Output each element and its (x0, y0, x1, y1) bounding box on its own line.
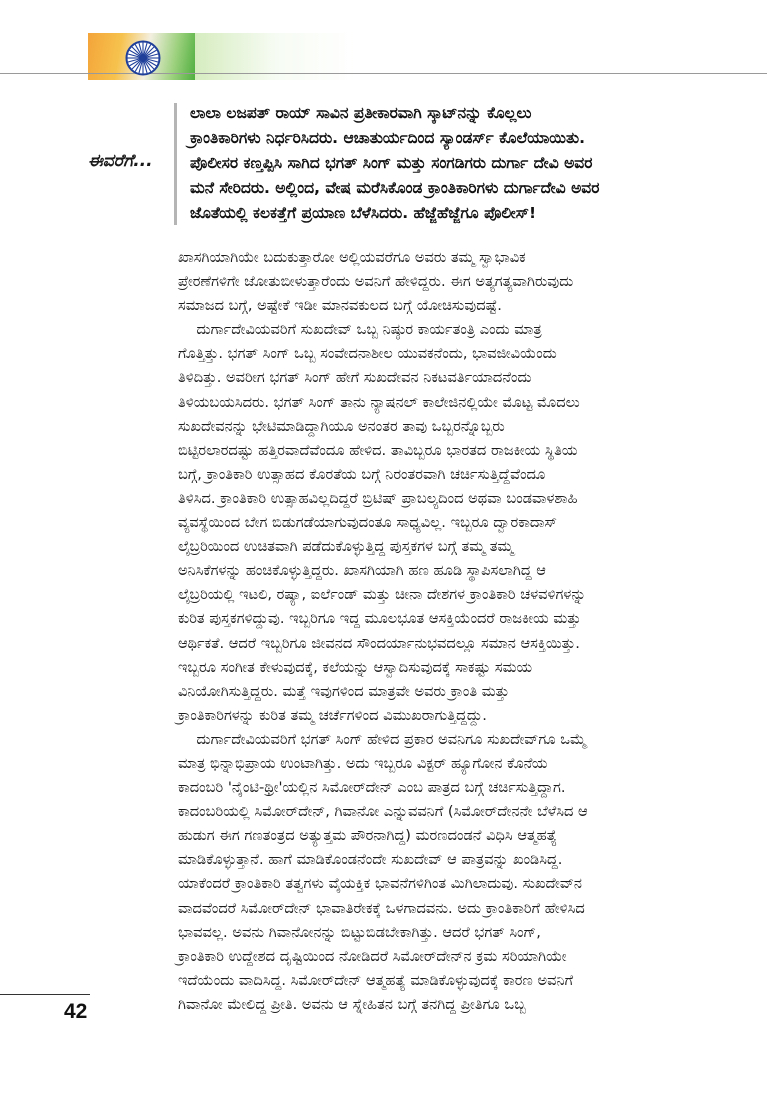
body-line: ಇಬ್ಬರೂ ಸಂಗೀತ ಕೇಳುವುದಕ್ಕೆ, ಕಲೆಯನ್ನು ಆಸ್ವಾದಿಸುವುದಕ್ಕೆ ಸಾಕಷ್ಟು ಸಮಯ (178, 658, 533, 676)
recap-line: ಪೊಲೀಸರ ಕಣ್ತಪ್ಪಿಸಿ ಸಾಗಿದ ಭಗತ್ ಸಿಂಗ್ ಮತ್ತು ಸಂಗಡಿಗರು ದುರ್ಗಾ ದೇವಿ ಅವರ (190, 154, 593, 172)
body-line: ಮಾಡಿಕೊಳ್ಳುತ್ತಾನೆ. ಹಾಗೆ ಮಾಡಿಕೊಂಡನೆಂದೇ ಸುಖದೇವ್ ಆ ಪಾತ್ರವನ್ನು ಖಂಡಿಸಿದ್ದ. (178, 851, 563, 869)
recap-line: ಕ್ರಾಂತಿಕಾರಿಗಳು ನಿರ್ಧರಿಸಿದರು. ಆಚಾತುರ್ಯದಿಂದ ಸ್ಯಾಂಡರ್ಸ್ ಕೊಲೆಯಾಯಿತು. (190, 129, 585, 147)
recap-line: ಲಾಲಾ ಲಜಪತ್ ರಾಯ್ ಸಾವಿನ ಪ್ರತೀಕಾರವಾಗಿ ಸ್ಕಾಟ್‌ನನ್ನು ಕೊಲ್ಲಲು (190, 104, 532, 122)
body-line: ಕ್ರಾಂತಿಕಾರಿಗಳನ್ನು ಕುರಿತ ತಮ್ಮ ಚರ್ಚೆಗಳಿಂದ ವಿಮುಖರಾಗುತ್ತಿದ್ದದ್ದು. (178, 706, 487, 724)
body-line: ಕುರಿತ ಪುಸ್ತಕಗಳಿದ್ದುವು. ಇಬ್ಬರಿಗೂ ಇದ್ದ ಮೂಲಭೂತ ಆಸಕ್ತಿಯೆಂದರೆ ರಾಜಕೀಯ ಮತ್ತು (178, 610, 581, 628)
body-line: ವಾದವೆಂದರೆ ಸಿಮೋರ್‌ದೇನ್ ಭಾವಾತಿರೇಕಕ್ಕೆ ಒಳಗಾದವನು. ಅದು ಕ್ರಾಂತಿಕಾರಿಗೆ ಹೇಳಿಸಿದ (178, 899, 585, 917)
body-line: ಹುಡುಗ ಈಗ ಗಣತಂತ್ರದ ಅತ್ಯುತ್ತಮ ಪೌರನಾಗಿದ್ದ) ಮರಣದಂಡನೆ ವಿಧಿಸಿ ಆತ್ಮಹತ್ಯೆ (178, 827, 558, 845)
body-line: ಕ್ರಾಂತಿಕಾರಿ ಉದ್ದೇಶದ ದೃಷ್ಟಿಯಿಂದ ನೋಡಿದರೆ ಸಿಮೋರ್‌ದೇನ್‌ನ ಕ್ರಮ ಸರಿಯಾಗಿಯೇ (178, 947, 567, 965)
body-line: ಸುಖದೇವನನ್ನು ಭೇಟಿಮಾಡಿದ್ದಾಗಿಯೂ ಅನಂತರ ತಾವು ಒಬ್ಬರನ್ನೊಬ್ಬರು (178, 417, 505, 435)
body-line: ದುರ್ಗಾದೇವಿಯವರಿಗೆ ಭಗತ್ ಸಿಂಗ್ ಹೇಳಿದ ಪ್ರಕಾರ ಅವನಿಗೂ ಸುಖದೇವ್‌ಗೂ ಒಮ್ಮೆ (178, 730, 587, 748)
body-line: ತಿಳಿಸಿದ. ಕ್ರಾಂತಿಕಾರಿ ಉತ್ಸಾಹವಿಲ್ಲದಿದ್ದರೆ ಬ್ರಿಟಿಷ್ ಪ್ರಾಬಲ್ಯದಿಂದ ಅಥವಾ ಬಂಡವಾಳಶಾಹಿ (178, 489, 578, 507)
body-line: ಆರ್ಥಿಕತೆ. ಆದರೆ ಇಬ್ಬರಿಗೂ ಜೀವನದ ಸೌಂದರ್ಯಾನುಭವದಲ್ಲೂ ಸಮಾನ ಆಸಕ್ತಿಯಿತ್ತು. (178, 634, 580, 652)
recap-divider (174, 103, 177, 225)
body-line: ವಿನಿಯೋಗಿಸುತ್ತಿದ್ದರು. ಮತ್ತೆ ಇವುಗಳಿಂದ ಮಾತ್ರವೇ ಅವರು ಕ್ರಾಂತಿ ಮತ್ತು (178, 682, 510, 700)
body-line: ದುರ್ಗಾದೇವಿಯವರಿಗೆ ಸುಖದೇವ್ ಒಬ್ಬ ನಿಷ್ಠುರ ಕಾರ್ಯತಂತ್ರಿ ಎಂದು ಮಾತ್ರ (178, 321, 542, 339)
body-line: ಭಾವವಲ್ಲ. ಅವನು ಗಿವಾನೋನನ್ನು ಬಿಟ್ಟುಬಿಡಬೇಕಾಗಿತ್ತು. ಆದರೆ ಭಗತ್ ಸಿಂಗ್, (178, 923, 541, 941)
body-line: ವ್ಯವಸ್ಥೆಯಿಂದ ಬೇಗ ಬಿಡುಗಡೆಯಾಗುವುದಂತೂ ಸಾಧ್ಯವಿಲ್ಲ. ಇಬ್ಬರೂ ದ್ವಾರಕಾದಾಸ್ (178, 514, 557, 532)
recap-line: ಜೊತೆಯಲ್ಲಿ ಕಲಕತ್ತೆಗೆ ಪ್ರಯಾಣ ಬೆಳೆಸಿದರು. ಹೆಜ್ಜೆಹೆಜ್ಜೆಗೂ ಪೊಲೀಸ್! (190, 204, 537, 222)
body-line: ಗೊತ್ತಿತ್ತು. ಭಗತ್ ಸಿಂಗ್ ಒಬ್ಬ ಸಂವೇದನಾಶೀಲ ಯುವಕನೆಂದು, ಭಾವಜೀವಿಯೆಂದು (178, 345, 557, 363)
body-line: ಕಾದಂಬರಿ 'ನೈಂಟಿ-ಥ್ರೀ'ಯಲ್ಲಿನ ಸಿಮೋರ್‌ದೇನ್ ಎಂಬ ಪಾತ್ರದ ಬಗ್ಗೆ ಚರ್ಚಿಸುತ್ತಿದ್ದಾಗ. (178, 779, 566, 797)
body-line: ತಿಳಿಯಬಯಸಿದರು. ಭಗತ್ ಸಿಂಗ್ ತಾನು ನ್ಯಾಷನಲ್ ಕಾಲೇಜಿನಲ್ಲಿಯೇ ಮೊಟ್ಟ ಮೊದಲು (178, 393, 580, 411)
recap-label: ಈವರೆಗೆ... (88, 151, 153, 171)
body-line: ಸಮಾಜದ ಬಗ್ಗೆ, ಅಷ್ಟೇಕೆ ಇಡೀ ಮಾನವಕುಲದ ಬಗ್ಗೆ ಯೋಚಿಸುವುದಷ್ಟೆ. (178, 297, 502, 315)
body-line: ಗಿವಾನೋ ಮೇಲಿದ್ದ ಪ್ರೀತಿ. ಅವನು ಆ ಸ್ನೇಹಿತನ ಬಗ್ಗೆ ತನಗಿದ್ದ ಪ್ರೀತಿಗೂ ಒಬ್ಬ (178, 995, 526, 1013)
body-line: ಕಾದಂಬರಿಯಲ್ಲಿ ಸಿಮೋರ್‌ದೇನ್, ಗಿವಾನೋ ಎನ್ನುವವನಿಗೆ (ಸಿಮೋರ್‌ದೇನನೇ ಬೆಳೆಸಿದ ಆ (178, 803, 588, 821)
page-number: 42 (64, 1000, 88, 1023)
body-line: ಬಿಟ್ಟಿರಲಾರದಷ್ಟು ಹತ್ತಿರವಾದೆವೆಂದೂ ಹೇಳಿದ. ತಾವಿಬ್ಬರೂ ಭಾರತದ ರಾಜಕೀಯ ಸ್ಥಿತಿಯ (178, 441, 578, 459)
body-line: ಮಾತ್ರ ಭಿನ್ನಾಭಿಪ್ರಾಯ ಉಂಟಾಗಿತ್ತು. ಅದು ಇಬ್ಬರೂ ವಿಕ್ಟರ್ ಹ್ಯೂಗೋನ ಕೊನೆಯ (178, 754, 548, 772)
footer-rule (0, 994, 90, 995)
body-line: ಲೈಬ್ರರಿಯಿಂದ ಉಚಿತವಾಗಿ ಪಡೆದುಕೊಳ್ಳುತ್ತಿದ್ದ ಪುಸ್ತಕಗಳ ಬಗ್ಗೆ ತಮ್ಮ ತಮ್ಮ (178, 538, 514, 556)
body-line: ಲೈಬ್ರರಿಯಲ್ಲಿ ಇಟಲಿ, ರಷ್ಯಾ, ಐರ್ಲೆಂಡ್ ಮತ್ತು ಚೀನಾ ದೇಶಗಳ ಕ್ರಾಂತಿಕಾರಿ ಚಳವಳಿಗಳನ್ನು (178, 586, 587, 604)
recap-summary (190, 101, 750, 226)
body-line: ಬಗ್ಗೆ, ಕ್ರಾಂತಿಕಾರಿ ಉತ್ಸಾಹದ ಕೊರತೆಯ ಬಗ್ಗೆ ನಿರಂತರವಾಗಿ ಚರ್ಚಿಸುತ್ತಿದ್ದೆವೆಂದೂ (178, 465, 546, 483)
body-line: ಇದೆಯೆಂದು ವಾದಿಸಿದ್ದ. ಸಿಮೋರ್‌ದೇನ್ ಆತ್ಮಹತ್ಯೆ ಮಾಡಿಕೊಳ್ಳುವುದಕ್ಕೆ ಕಾರಣ ಅವನಿಗೆ (178, 971, 574, 989)
body-line: ತಿಳಿದಿತ್ತು. ಅವರೀಗ ಭಗತ್ ಸಿಂಗ್ ಹೇಗೆ ಸುಖದೇವನ ನಿಕಟವರ್ತಿಯಾದನೆಂದು (178, 369, 532, 387)
article-body (178, 246, 738, 1017)
body-line: ಯಾಕೆಂದರೆ ಕ್ರಾಂತಿಕಾರಿ ತತ್ವಗಳು ವೈಯಕ್ತಿಕ ಭಾವನೆಗಳಿಗಿಂತ ಮಿಗಿಲಾದುವು. ಸುಖದೇವ್‌ನ (178, 875, 583, 893)
body-line: ಅನಿಸಿಕೆಗಳನ್ನು ಹಂಚಿಕೊಳ್ಳುತ್ತಿದ್ದರು. ಖಾಸಗಿಯಾಗಿ ಹಣ ಹೂಡಿ ಸ್ಥಾಪಿಸಲಾಗಿದ್ದ ಆ (178, 562, 546, 580)
recap-line: ಮನೆ ಸೇರಿದರು. ಅಲ್ಲಿಂದ, ವೇಷ ಮರೆಸಿಕೊಂಡ ಕ್ರಾಂತಿಕಾರಿಗಳು ದುರ್ಗಾದೇವಿ ಅವರ (190, 179, 600, 197)
body-line: ಪ್ರೇರಣೆಗಳಿಗೇ ಜೋತುಬೀಳುತ್ತಾರೆಂದು ಅವನಿಗೆ ಹೇಳಿದ್ದರು. ಈಗ ಅತ್ಯಗತ್ಯವಾಗಿರುವುದು (178, 273, 574, 291)
header-rule (0, 73, 767, 74)
ashoka-chakra-icon (125, 40, 161, 76)
body-line: ಖಾಸಗಿಯಾಗಿಯೇ ಬದುಕುತ್ತಾರೋ ಅಲ್ಲಿಯವರೆಗೂ ಅವರು ತಮ್ಮ ಸ್ವಾಭಾವಿಕ (178, 249, 526, 266)
